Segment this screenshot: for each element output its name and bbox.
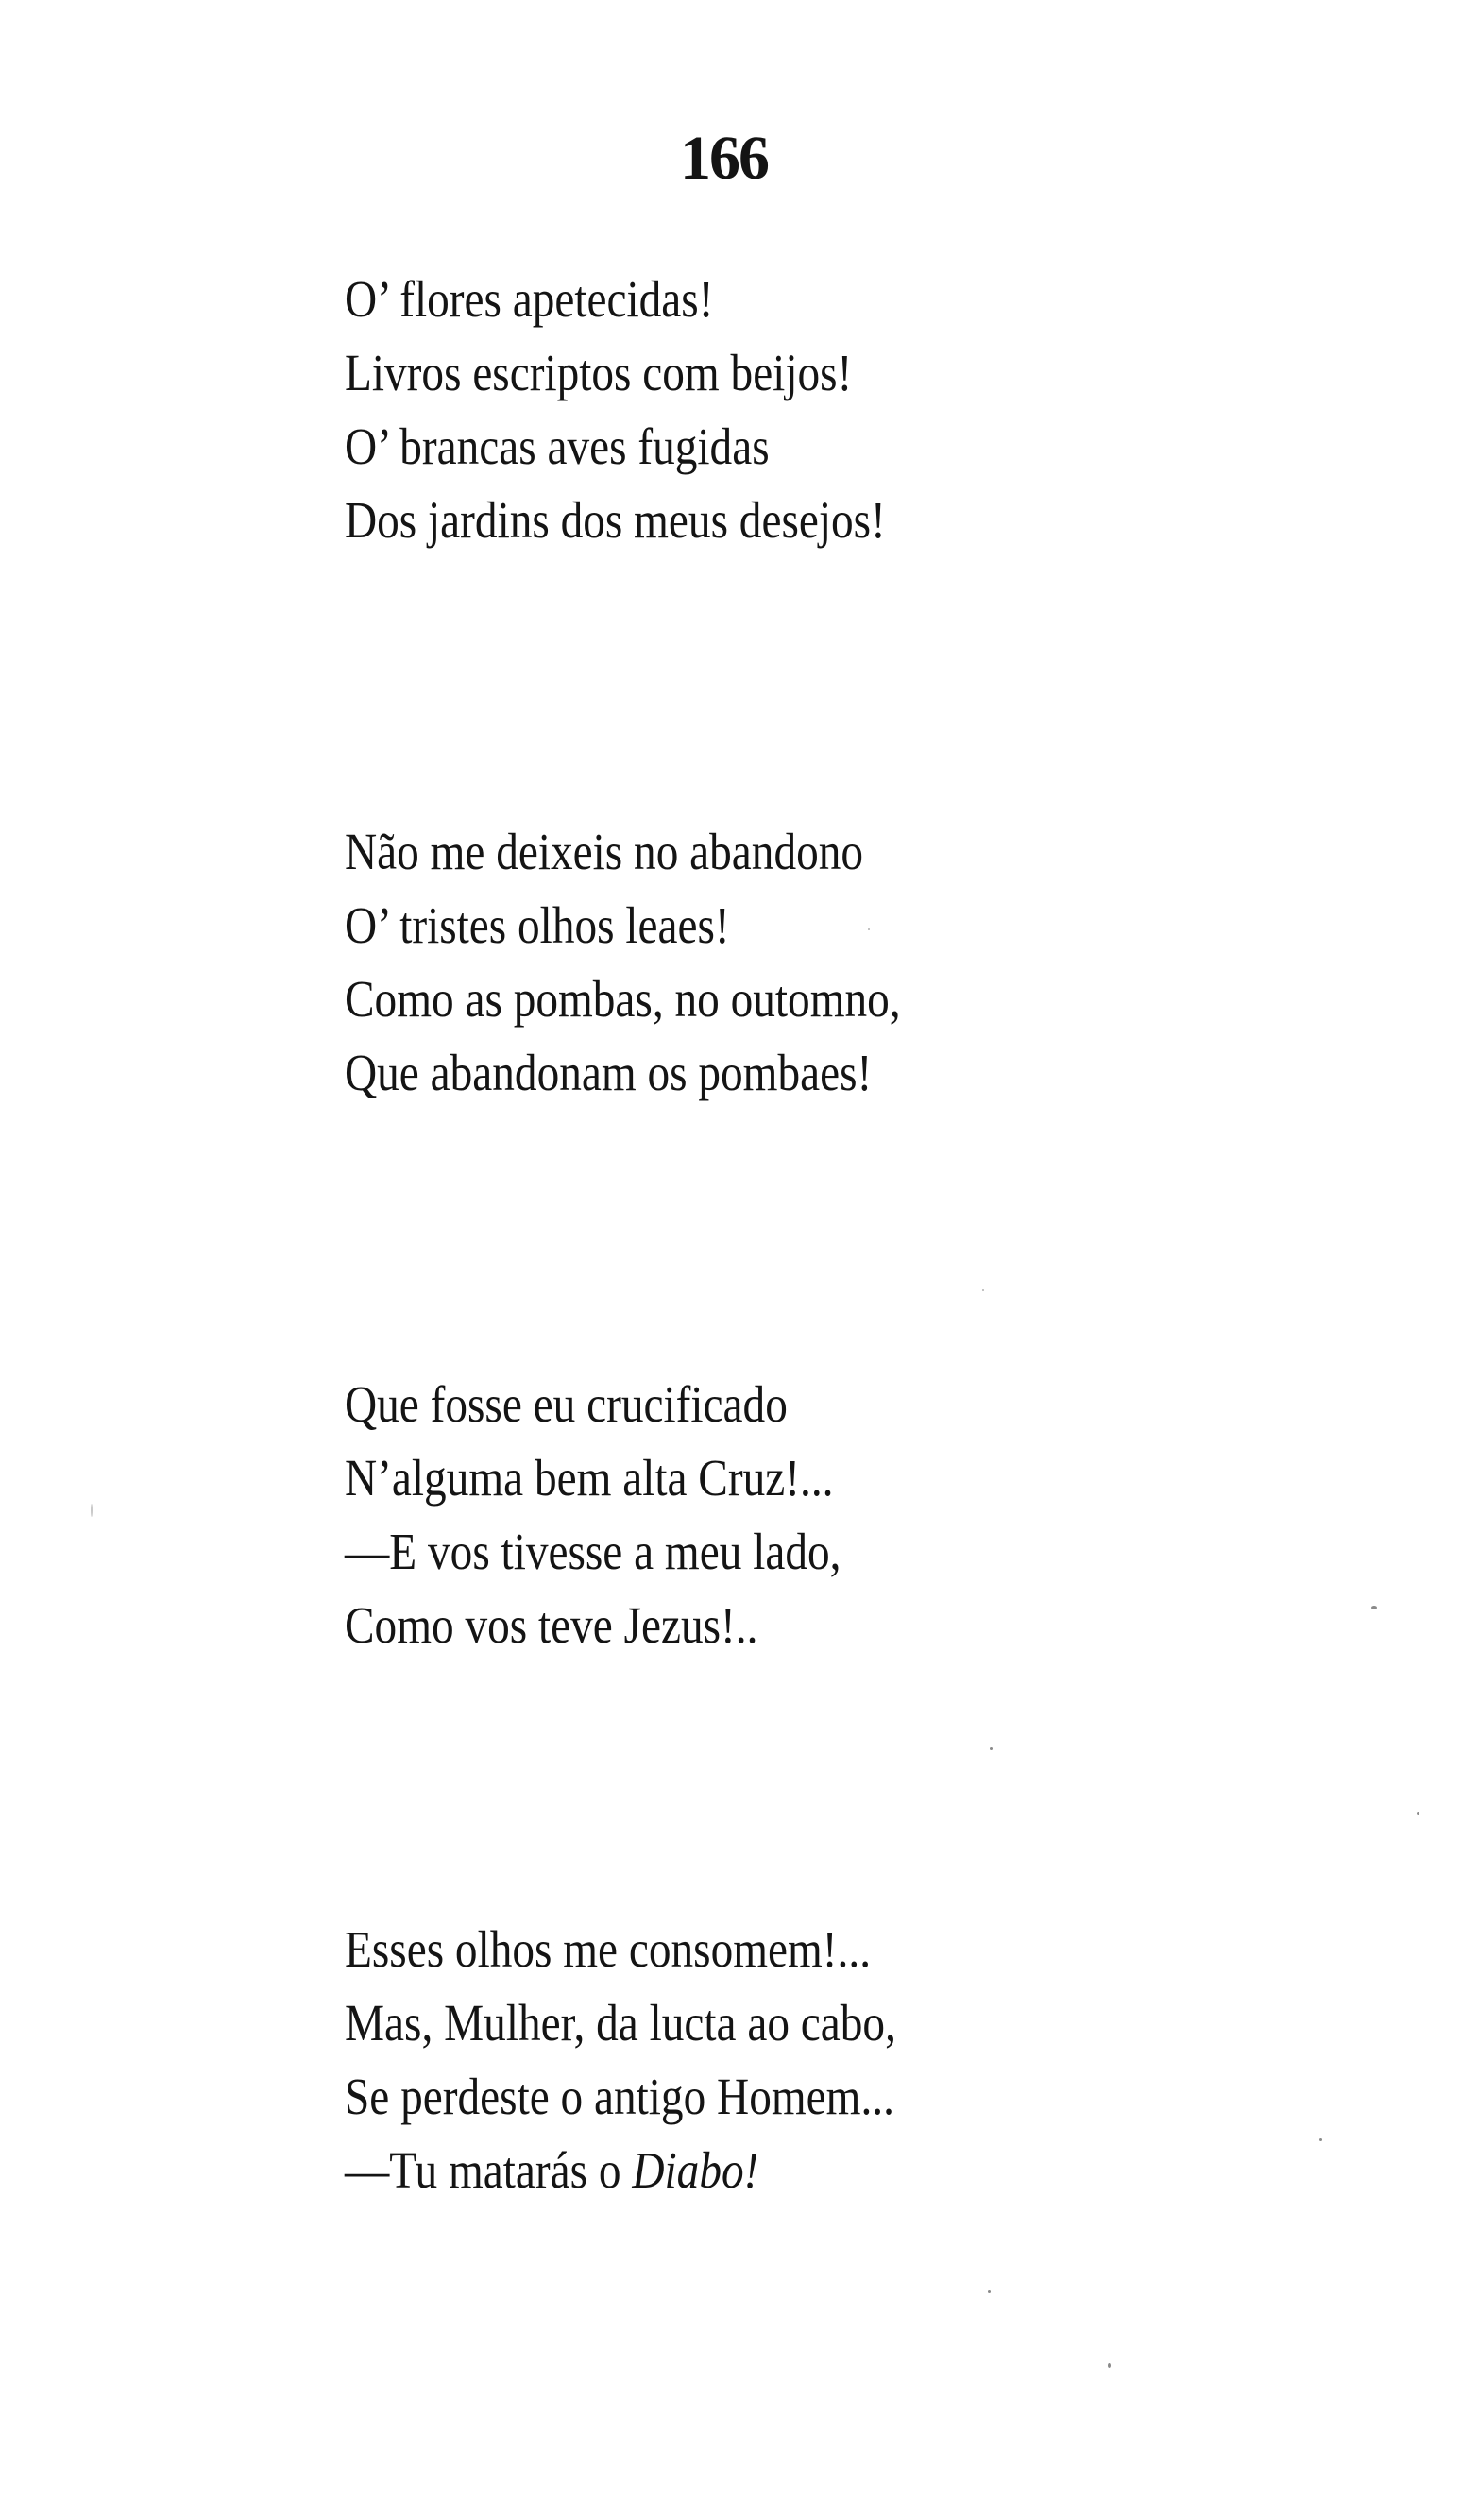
scan-speck (982, 1289, 984, 1291)
verse-line: Como as pombas, no outomno, (345, 970, 901, 1028)
scan-speck (1108, 2363, 1111, 2368)
verse-line: O’ tristes olhos leaes! (345, 896, 730, 954)
verse-line: Que fosse eu crucificado (345, 1375, 788, 1433)
verse-line: N’alguma bem alta Cruz!... (345, 1449, 834, 1507)
verse-line: Livros escriptos com beijos! (345, 344, 853, 401)
verse-italic-word: Diabo! (632, 2141, 759, 2199)
scan-speck (91, 1504, 93, 1517)
verse-line: Mas, Mulher, da lucta ao cabo, (345, 1994, 896, 2052)
stanza-4 (345, 1913, 1289, 2207)
scan-speck (990, 1747, 993, 1750)
stanza-2 (345, 815, 1289, 1110)
page-number: 166 (680, 124, 768, 193)
verse-line: O’ flores apetecidas! (345, 270, 714, 328)
verse-line: Dos jardins dos meus desejos! (345, 491, 886, 549)
verse-line: Se perdeste o antigo Homem... (345, 2068, 894, 2125)
verse-line: —E vos tivesse a meu lado, (345, 1523, 841, 1580)
stanza-1 (345, 263, 1289, 557)
stanza-3 (345, 1368, 1289, 1662)
verse-line-final-text: —Tu matarás o (345, 2141, 621, 2199)
verse-line: Não me deixeis no abandono (345, 823, 864, 880)
verse-line: Que abandonam os pombaes! (345, 1044, 873, 1101)
scan-speck (1417, 1812, 1419, 1815)
scan-speck (1371, 1606, 1377, 1609)
verse-line: O’ brancas aves fugidas (345, 417, 770, 475)
verse-line: Como vos teve Jezus!.. (345, 1596, 758, 1654)
verse-line: Esses olhos me consomem!... (345, 1920, 872, 1978)
scan-speck (988, 2290, 991, 2293)
verse-line-final (345, 2134, 1157, 2207)
scan-speck (1319, 2138, 1322, 2141)
scan-speck (868, 928, 870, 930)
